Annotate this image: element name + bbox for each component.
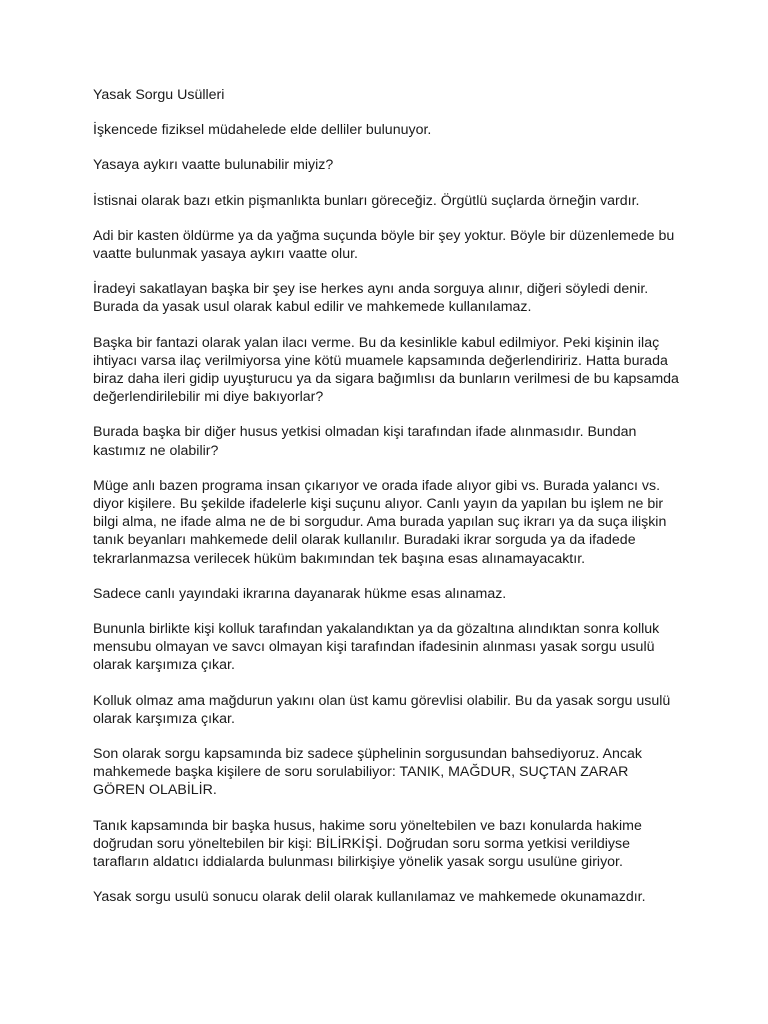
paragraph-7: Burada başka bir diğer husus yetkisi olmadan kişi tarafından ifade alınmasıdır. Bundan kastımız ne olabilir? — [93, 424, 637, 459]
paragraph-6: Başka bir fantazi olarak yalan ilacı verme. Bu da kesinlikle kabul edilmiyor. Peki kişinin ilaç ihtiyacı varsa ilaç verilmiyorsa yine kötü muamele kapsamında değerlendiririz. Hatta burada biraz daha ileri gidip uyuşturucu ya da sigara bağımlısı da bunların verilmesi de bu kapsamda değerlendirilebilir mi diye bakıyorlar? — [93, 334, 679, 406]
paragraph-5: İradeyi sakatlayan başka bir şey ise herkes aynı anda sorguya alınır, diğeri söyledi denir. Burada da yasak usul olarak kabul edilir ve mahkemede kullanılamaz. — [93, 281, 649, 316]
paragraph-8: Müge anlı bazen programa insan çıkarıyor ve orada ifade alıyor gibi vs. Burada yalancı vs. diyor kişilere. Bu şekilde ifadelerle kişi suçunu alıyor. Canlı yayın da yapılan bu işlem ne bir bilgi alma, ne ifade alma ne de bi sorgudur. Ama burada yapılan suç ikrarı ya da suça ilişkin tanık beyanları mahkemede delil olarak kullanılır. Buradaki ikrar sorguda ya da ifadede tekrarlanmazsa verilecek hüküm bakımından tek başına esas alınamayacaktır. — [93, 477, 667, 567]
paragraph-3: İstisnai olarak bazı etkin pişmanlıkta bunları göreceğiz. Örgütlü suçlarda örneğin vardır. — [93, 192, 640, 209]
paragraph-4: Adi bir kasten öldürme ya da yağma suçunda böyle bir şey yoktur. Böyle bir düzenlemede bu vaatte bulunmak yasaya aykırı vaatte olur. — [93, 227, 675, 263]
paragraph-14: Yasak sorgu usulü sonucu olarak delil olarak kullanılamaz ve mahkemede okunamazdır. — [93, 889, 646, 906]
paragraph-10: Bununla birlikte kişi kolluk tarafından yakalandıktan ya da gözaltına alındıktan sonra kolluk mensubu olmayan ve savcı olmayan kişi tarafından ifadesinin alınması yasak sorgu usulü olarak karşımıza çıkar. — [93, 621, 660, 674]
document-page — [93, 86, 683, 924]
document-title: Yasak Sorgu Usülleri — [93, 87, 225, 103]
paragraph-11: Kolluk olmaz ama mağdurun yakını olan üst kamu görevlisi olabilir. Bu da yasak sorgu usulü olarak karşımıza çıkar. — [93, 692, 671, 727]
paragraph-12: Son olarak sorgu kapsamında biz sadece şüphelinin sorgusundan bahsediyoruz. Ancak mahkemede başka kişilere de soru sorulabiliyor: TANIK, MAĞDUR, SUÇTAN ZARAR GÖREN OLABİLİR. — [93, 746, 642, 799]
paragraph-13: Tanık kapsamında bir başka husus, hakime soru yöneltebilen ve bazı konularda hakime doğrudan soru yöneltebilen bir kişi: BİLİRKİŞİ. Doğrudan soru sorma yetkisi verildiyse tarafların aldatıcı iddialarda bulunması bilirkişiye yönelik yasak sorgu usulüne giriyor. — [93, 817, 642, 871]
paragraph-1: İşkencede fiziksel müdahelede elde delliler bulunuyor. — [93, 122, 432, 139]
paragraph-9: Sadece canlı yayındaki ikrarına dayanarak hükme esas alınamaz. — [93, 585, 507, 602]
paragraph-2: Yasaya aykırı vaatte bulunabilir miyiz? — [93, 157, 334, 174]
